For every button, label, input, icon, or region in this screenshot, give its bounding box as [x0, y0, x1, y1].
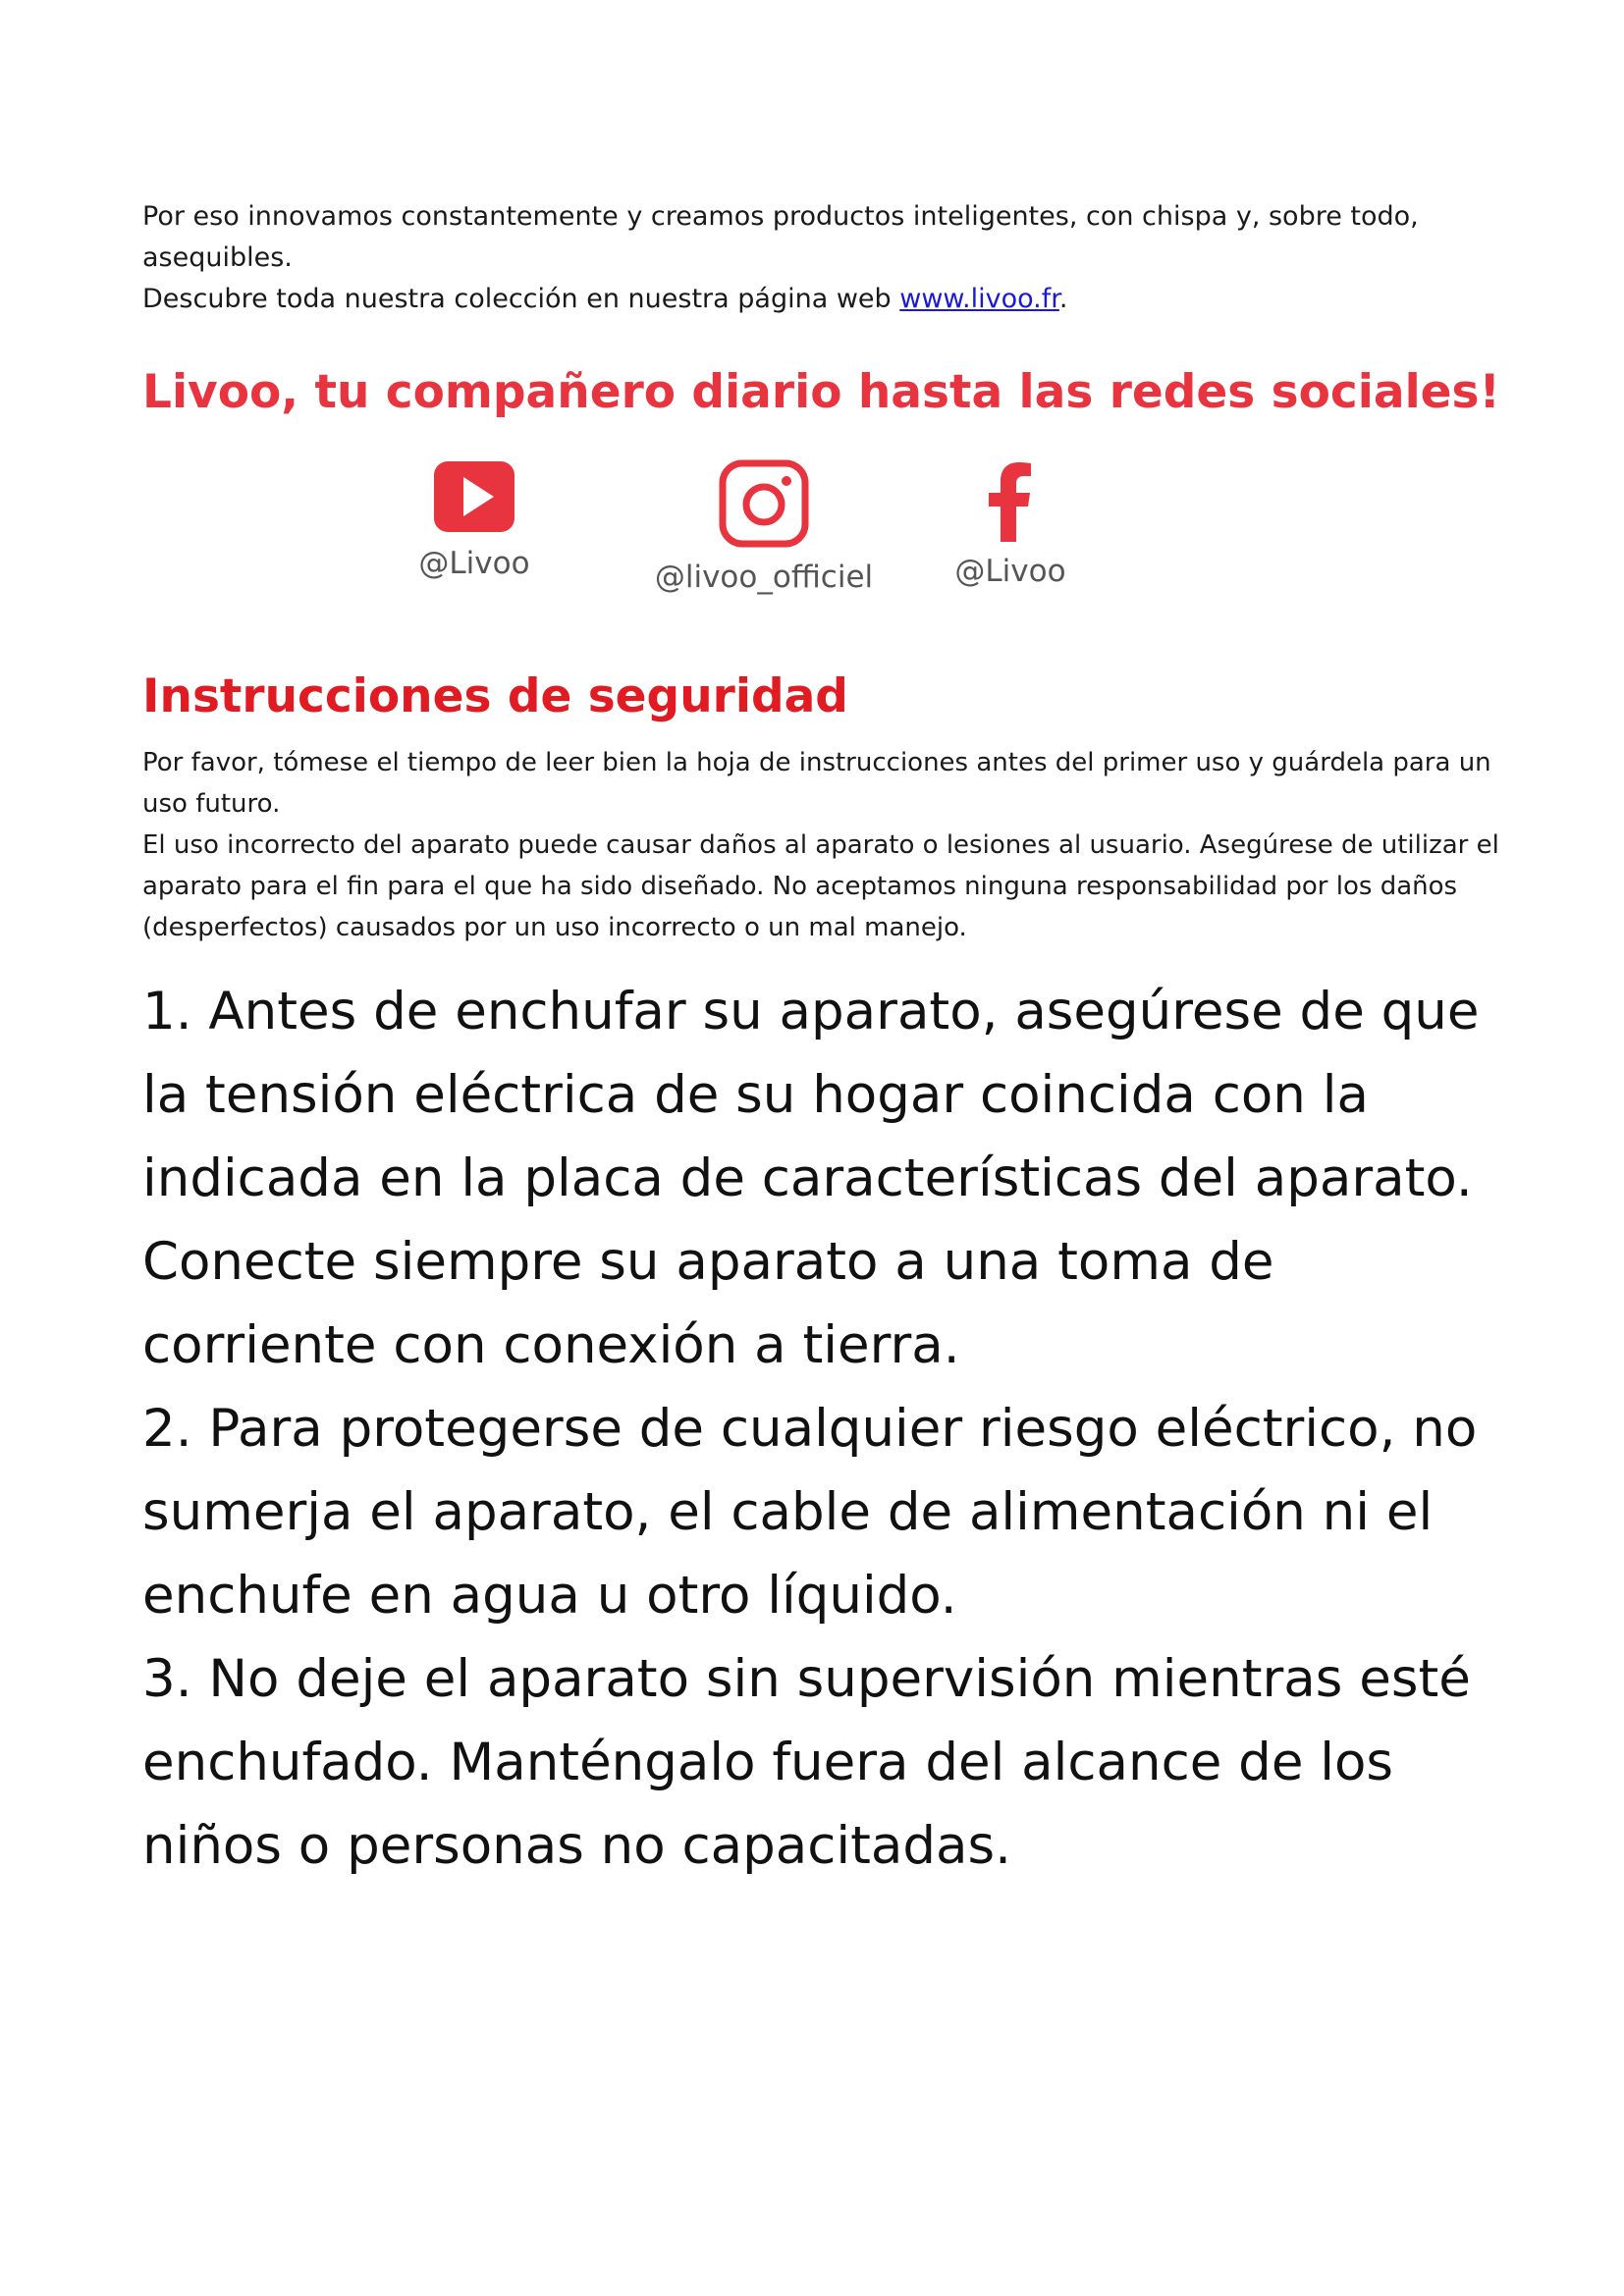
facebook-icon: [981, 459, 1040, 542]
social-item-instagram[interactable]: [646, 459, 882, 595]
safety-title: Instrucciones de seguridad: [142, 669, 848, 723]
social-item-facebook[interactable]: [893, 459, 1128, 589]
social-links: [142, 459, 1507, 607]
instagram-handle: @livoo_officiel: [654, 560, 874, 595]
intro-line-2-suffix: .: [1058, 284, 1068, 314]
intro-line-2: [142, 279, 1507, 320]
safety-step: 3. No deje el aparato sin supervisión mientras esté enchufado. Manténgalo fuera del alcance de los niños o personas no capacitadas.: [142, 1649, 1471, 1876]
intro-line-1: Por eso innovamos constantemente y creamos productos inteligentes, con chispa y, sobre todo, asequibles.: [142, 201, 1419, 273]
social-title: Livoo, tu compañero diario hasta las redes sociales!: [142, 365, 1500, 419]
instagram-icon: [717, 459, 811, 548]
social-item-youtube[interactable]: [356, 459, 592, 581]
safety-steps: [142, 970, 1507, 1888]
safety-intro-2: El uso incorrecto del aparato puede causar daños al aparato o lesiones al usuario. Asegúrese de utilizar el aparato para el fin para el que ha sido diseñado. No aceptamos ninguna responsabilidad por los daños (desperfectos) causados por un uso incorrecto o un mal manejo.: [142, 830, 1499, 942]
safety-intro-1: Por favor, tómese el tiempo de leer bien la hoja de instrucciones antes del primer uso y guárdela para un uso futuro.: [142, 748, 1491, 819]
safety-step: 2. Para protegerse de cualquier riesgo eléctrico, no sumerja el aparato, el cable de alimentación ni el enchufe en agua u otro líquido.: [142, 1399, 1478, 1626]
facebook-handle: @Livoo: [954, 554, 1066, 589]
intro-paragraph: [142, 196, 1507, 320]
youtube-icon: [432, 459, 516, 534]
youtube-handle: @Livoo: [418, 546, 530, 581]
intro-line-2-prefix: Descubre toda nuestra colección en nuestra página web: [142, 284, 900, 314]
safety-intro: [142, 742, 1507, 948]
website-link[interactable]: www.livoo.fr: [899, 284, 1059, 314]
safety-step: 1. Antes de enchufar su aparato, asegúrese de que la tensión eléctrica de su hogar coincida con la indicada en la placa de características del aparato. Conecte siempre su aparato a una toma de corriente con conexión a tierra.: [142, 982, 1480, 1375]
